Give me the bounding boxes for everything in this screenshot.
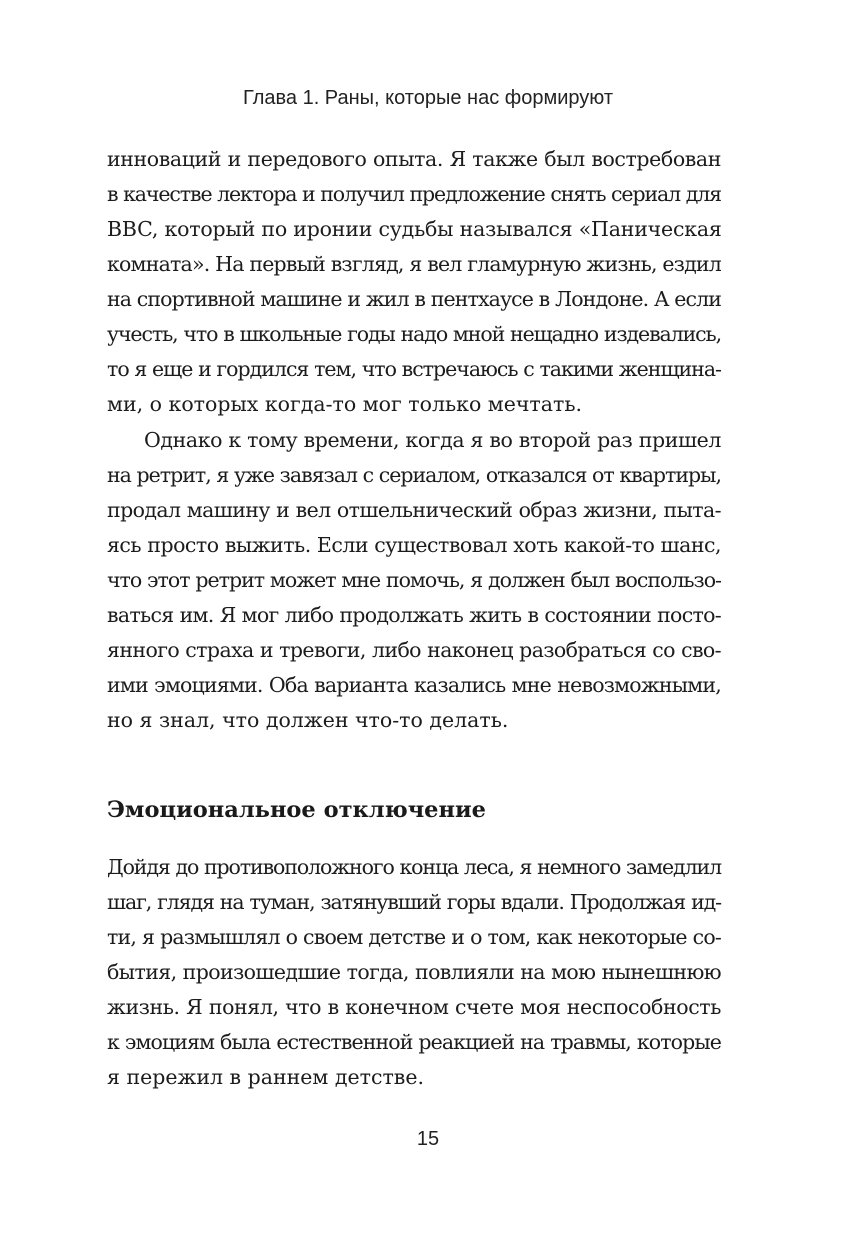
text-line: шаг, глядя на туман, затянувший горы вдали. Продолжая ид-	[107, 890, 721, 914]
text-line: бытия, произошедшие тогда, повлияли на мою нынешнюю	[107, 960, 721, 984]
text-line: я пережил в раннем детстве.	[107, 1065, 424, 1089]
running-head: Глава 1. Раны, которые нас формируют	[242, 87, 613, 109]
paragraph-1	[107, 142, 721, 422]
text-line: ваться им. Я мог либо продолжать жить в состоянии посто-	[107, 603, 721, 627]
text-line: Однако к тому времени, когда я во второй раз пришел	[144, 428, 721, 452]
text-line: учесть, что в школьные годы надо мной нещадно издевались,	[107, 322, 721, 346]
text-line: что этот ретрит может мне помочь, я должен был воспользо-	[107, 568, 721, 592]
text-line: в качестве лектора и получил предложение снять сериал для	[107, 182, 721, 206]
text-line: продал машину и вел отшельнический образ жизни, пыта-	[107, 498, 721, 522]
text-line: ясь просто выжить. Если существовал хоть какой-то шанс,	[107, 533, 721, 557]
text-line: на спортивной машине и жил в пентхаусе в Лондоне. А если	[107, 287, 721, 311]
text-line: на ретрит, я уже завязал с сериалом, отказался от квартиры,	[107, 463, 721, 487]
text-line: комната». На первый взгляд, я вел гламурную жизнь, ездил	[107, 252, 722, 276]
text-line: BBC, который по иронии судьбы назывался «Паническая	[107, 217, 722, 241]
paragraph-2	[107, 423, 721, 738]
text-line: жизнь. Я понял, что в конечном счете моя неспособность	[107, 995, 721, 1019]
text-line: ими эмоциями. Оба варианта казались мне невозможными,	[107, 673, 721, 697]
text-line: ти, я размышлял о своем детстве и о том, как некоторые со-	[107, 925, 721, 949]
text-line: ми, о которых когда-то мог только мечтать.	[107, 392, 583, 416]
text-line: но я знал, что должен что-то делать.	[107, 708, 509, 732]
text-line: к эмоциям была естественной реакцией на травмы, которые	[107, 1030, 721, 1054]
text-line: инноваций и передового опыта. Я также был востребован	[107, 147, 721, 171]
text-line: янного страха и тревоги, либо наконец разобраться со сво-	[107, 638, 721, 662]
section-heading: Эмоциональное отключение	[107, 797, 486, 823]
page-number: 15	[416, 1128, 440, 1150]
text-line: Дойдя до противоположного конца леса, я немного замедлил	[107, 855, 721, 879]
paragraph-3	[107, 850, 721, 1095]
text-line: то я еще и гордился тем, что встречаюсь с такими женщина-	[107, 357, 721, 381]
